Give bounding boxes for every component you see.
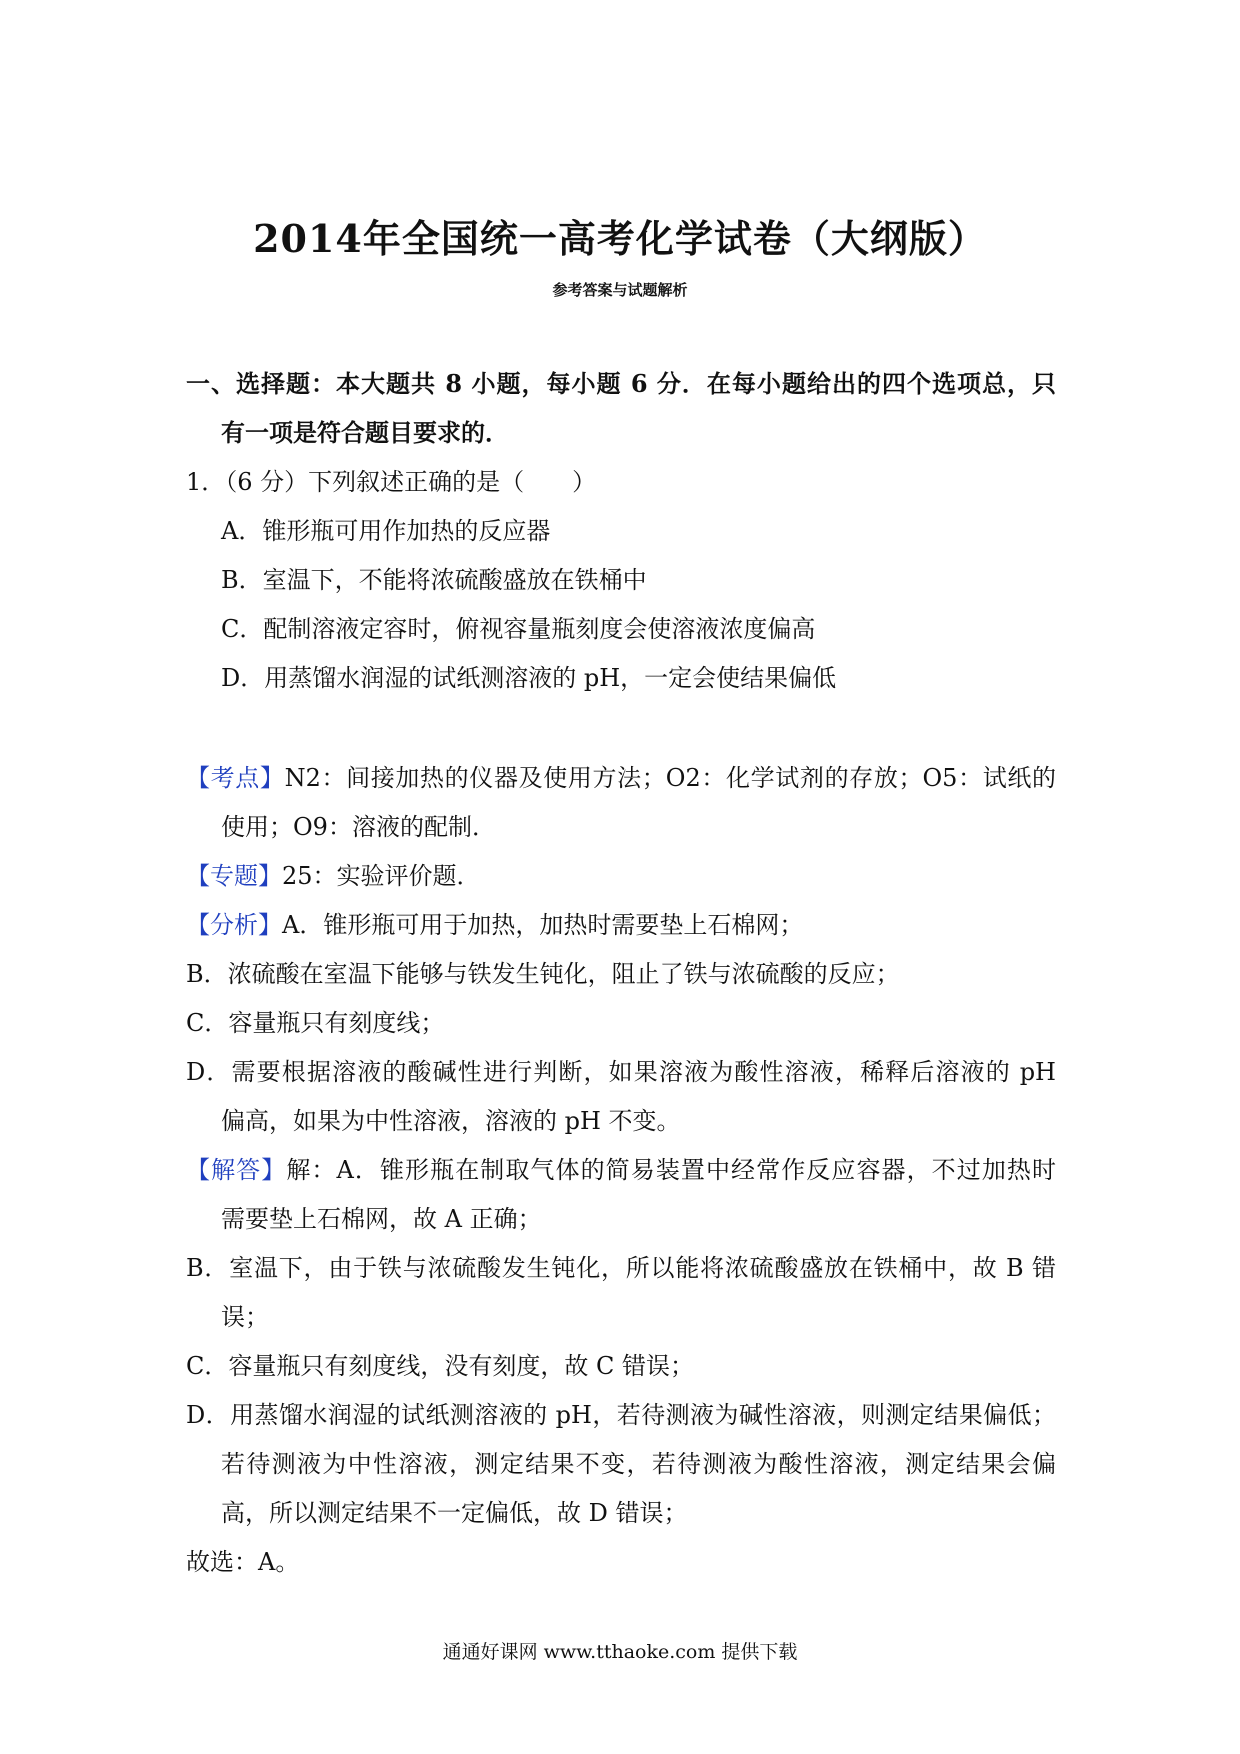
- jieda-text: 解：A．锥形瓶在制取气体的简易装置中经常作反应容器，不过加热时: [286, 1156, 1056, 1184]
- section-heading-line1: 一、选择题：本大题共 8 小题，每小题 6 分．在每小题给出的四个选项总，只: [186, 369, 1056, 398]
- fenxi-line4: D．需要根据溶液的酸碱性进行判断，如果溶液为酸性溶液，稀释后溶液的 pH: [186, 1058, 1056, 1086]
- zhuanti-line: [186, 860, 1056, 892]
- page-subtitle: 参考答案与试题解析: [552, 281, 688, 299]
- kaodian-line1: [186, 762, 1056, 794]
- fenxi-line5: 偏高，如果为中性溶液，溶液的 pH 不变。: [221, 1107, 681, 1135]
- fenxi-line1: [186, 909, 1056, 941]
- zhuanti-tag: 【专题】: [186, 862, 282, 890]
- option-a: A．锥形瓶可用作加热的反应器: [221, 517, 551, 545]
- jieda-line7: 若待测液为中性溶液，测定结果不变，若待测液为酸性溶液，测定结果会偏: [221, 1450, 1056, 1478]
- option-d: D．用蒸馏水润湿的试纸测溶液的 pH，一定会使结果偏低: [221, 664, 837, 692]
- page-footer: 通通好课网 www.tthaoke.com 提供下载: [442, 1641, 798, 1663]
- jieda-line1: [186, 1154, 1056, 1186]
- option-c: C．配制溶液定容时，俯视容量瓶刻度会使溶液浓度偏高: [221, 615, 816, 643]
- kaodian-tag: 【考点】: [186, 764, 285, 792]
- fenxi-line2: B．浓硫酸在室温下能够与铁发生钝化，阻止了铁与浓硫酸的反应；: [186, 960, 900, 988]
- kaodian-text: N2：间接加热的仪器及使用方法；O2：化学试剂的存放；O5：试纸的: [284, 764, 1056, 792]
- fenxi-line3: C．容量瓶只有刻度线；: [186, 1009, 445, 1037]
- page-title: 2014年全国统一高考化学试卷（大纲版）: [253, 216, 987, 261]
- fenxi-text: A．锥形瓶可用于加热，加热时需要垫上石棉网；: [282, 911, 804, 939]
- option-b: B．室温下，不能将浓硫酸盛放在铁桶中: [221, 566, 647, 594]
- kaodian-line2: 使用；O9：溶液的配制．: [221, 813, 496, 841]
- section-heading-line2: 有一项是符合题目要求的．: [221, 418, 509, 447]
- question-stem: 1．（6 分）下列叙述正确的是（ ）: [186, 468, 597, 496]
- jieda-line9: 故选：A。: [186, 1548, 300, 1576]
- jieda-line8: 高，所以测定结果不一定偏低，故 D 错误；: [221, 1499, 688, 1527]
- jieda-line6: D．用蒸馏水润湿的试纸测溶液的 pH，若待测液为碱性溶液，则测定结果偏低；: [186, 1401, 1056, 1429]
- jieda-tag: 【解答】: [186, 1156, 287, 1184]
- jieda-line3: B．室温下，由于铁与浓硫酸发生钝化，所以能将浓硫酸盛放在铁桶中，故 B 错: [186, 1254, 1056, 1282]
- jieda-line2: 需要垫上石棉网，故 A 正确；: [221, 1205, 542, 1233]
- jieda-line4: 误；: [221, 1303, 269, 1331]
- fenxi-tag: 【分析】: [186, 911, 282, 939]
- zhuanti-text: 25：实验评价题．: [282, 862, 481, 890]
- jieda-line5: C．容量瓶只有刻度线，没有刻度，故 C 错误；: [186, 1352, 694, 1380]
